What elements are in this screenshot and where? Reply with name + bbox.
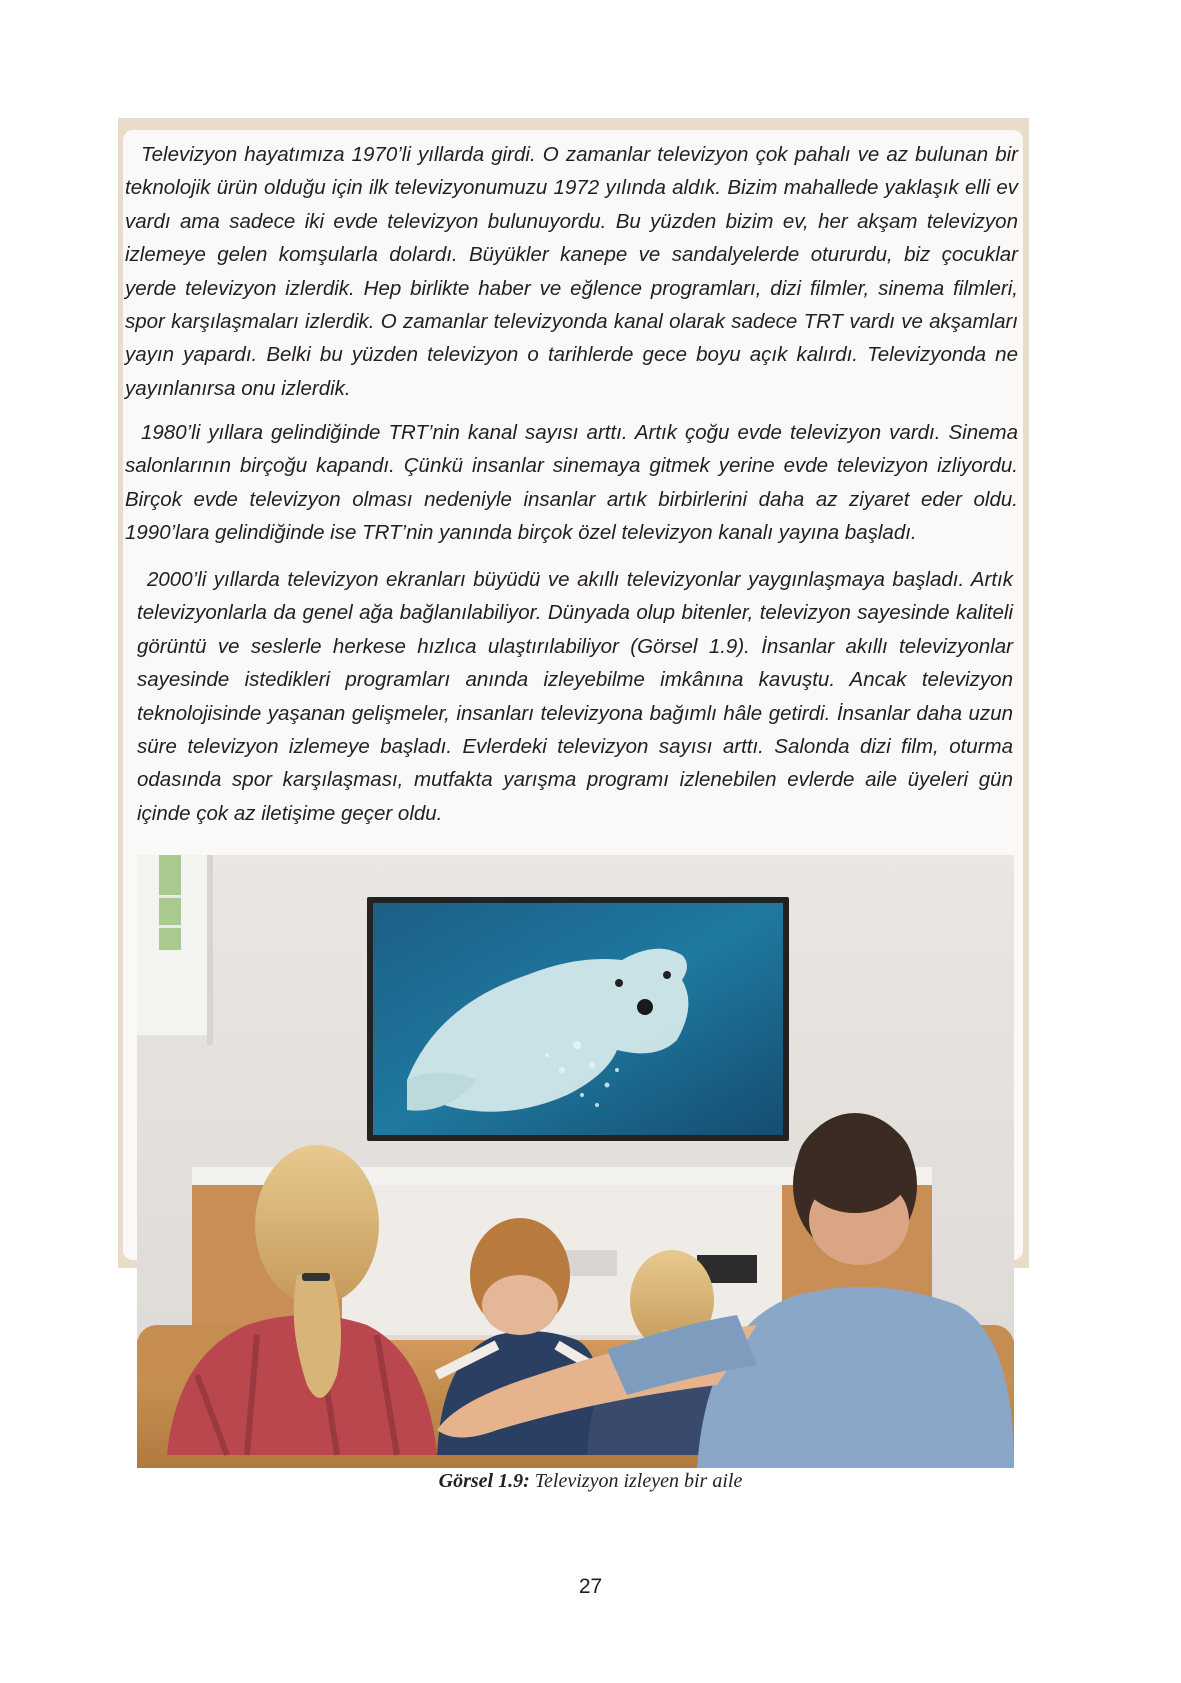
paragraph-2000s: 2000’li yıllarda televizyon ekranları büyüdü ve akıllı televizyonlar yaygınlaşmaya başladı. Artık televizyonlarla da genel ağa bağlanılabiliyor. Dünyada olup bitenler, televizyon sayesinde kaliteli görüntü ve seslerle herkese hızlıca ulaştırılabiliyor (Görsel 1.9). İnsanlar akıllı televizyonlar sayesinde istedikleri programları anında izleyebilme imkânına kavuştu. Ancak televizyon teknolojisinde yaşanan gelişmeler, insanları televizyona bağımlı hâle getirdi. İnsanlar daha uzun süre televizyon izlemeye başladı. Evlerdeki televizyon sayısı arttı. Salonda dizi film, oturma odasında spor karşılaşması, mutfakta yarışma programı izlenebilen evlerde aile üyeleri gün içinde çok az iletişime geçer oldu. — [137, 568, 1013, 825]
figure-caption — [0, 1470, 1181, 1493]
paragraph-1980s: 1980’li yıllara gelindiğinde TRT’nin kanal sayısı arttı. Artık çoğu evde televizyon vardı. Sinema salonlarının birçoğu kapandı. Çünkü insanlar sinemaya gitmek yerine evde televizyon izliyordu. Birçok evde televizyon olması nedeniyle insanlar artık birbirlerini daha az ziyaret eder oldu. 1990’lara gelindiğinde ise TRT’nin yanında birçok özel televizyon kanalı yayına başladı. — [125, 421, 1018, 545]
figure-caption-text: Televizyon izleyen bir aile — [529, 1470, 743, 1492]
paragraph-1970s: Televizyon hayatımıza 1970’li yıllarda girdi. O zamanlar televizyon çok pahalı ve az bulunan bir teknolojik ürün olduğu için ilk televizyonumuzu 1972 yılında aldık. Bizim mahallede yaklaşık elli ev vardı ama sadece iki evde televizyon bulunuyordu. Bu yüzden bizim ev, her akşam televizyon izlemeye gelen komşularla dolardı. Büyükler kanepe ve sandalyelerde otururdu, biz çocuklar yerde televizyon izlerdik. Hep birlikte haber ve eğlence programları, dizi filmler, sinema filmleri, spor karşılaşmaları izlerdik. O zamanlar televizyonda kanal olarak sadece TRT vardı ve akşamları yayın yapardı. Belki bu yüzden televizyon o tarihlerde gece boyu açık kalırdı. Televizyonda ne yayınlanırsa onu izlerdik. — [125, 143, 1018, 400]
family-watching-tv-photo — [137, 855, 1014, 1468]
page-number: 27 — [578, 1575, 603, 1598]
window — [137, 855, 213, 1045]
figure-label: Görsel 1.9: — [438, 1470, 530, 1492]
television — [367, 897, 789, 1141]
